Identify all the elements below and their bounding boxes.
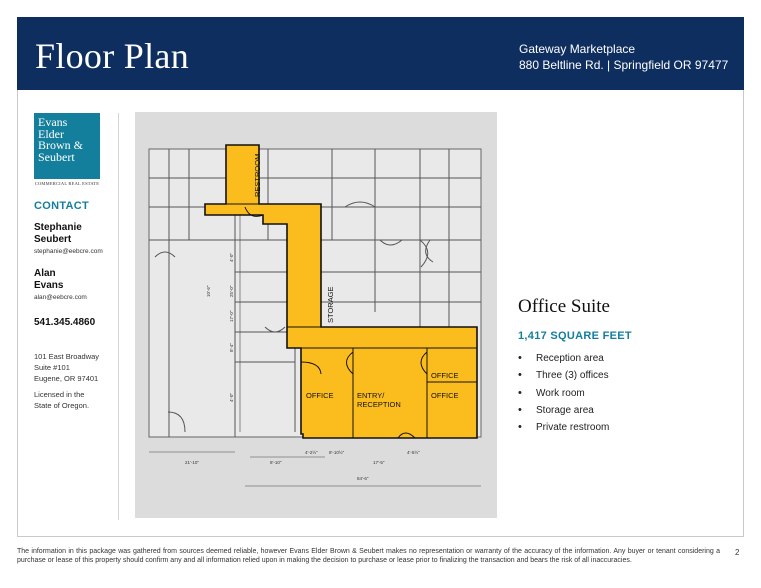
room-label-office-left: OFFICE (306, 391, 334, 400)
agent-email-link[interactable]: stephanie@eebcre.com (34, 248, 103, 255)
agent-first-name: Alan (34, 268, 56, 279)
header-banner (17, 17, 744, 90)
office-address (34, 351, 99, 384)
logo-tagline: COMMERCIAL REAL ESTATE (34, 181, 100, 186)
agent-email-link[interactable]: alan@eebcre.com (34, 294, 87, 301)
feature-item: • Work room (518, 385, 609, 402)
feature-list (518, 350, 609, 436)
license-line: Licensed in the (34, 390, 85, 399)
address-line: 101 East Broadway (34, 352, 100, 361)
phone-number[interactable]: 541.345.4860 (34, 317, 96, 328)
dimension-label: 25'-0" (229, 285, 234, 297)
agent-last-name: Seubert (34, 234, 72, 245)
room-label-entry: ENTRY/ (357, 391, 385, 400)
floor-plan (135, 112, 497, 518)
contact-heading: CONTACT (34, 200, 90, 212)
dimension-label: 84'-6" (357, 476, 369, 481)
address-line: Suite #101 (34, 363, 70, 372)
dimension-label: 8'-4" (229, 343, 234, 352)
room-label-office-top-right: OFFICE (431, 371, 459, 380)
dimension-label: 4'-0" (229, 253, 234, 262)
property-name: Gateway Marketplace (519, 42, 636, 56)
room-label-storage: STORAGE (326, 286, 335, 323)
agent-first-name: Stephanie (34, 222, 82, 233)
logo-line: Elder (38, 126, 64, 141)
feature-item: • Three (3) offices (518, 367, 609, 384)
company-logo (34, 113, 100, 179)
logo-line: Seubert (38, 149, 75, 164)
feature-item: • Storage area (518, 402, 609, 419)
dimension-label: 8'-10½" (329, 450, 345, 455)
logo-line: Brown & (38, 138, 83, 152)
license-note (34, 389, 114, 411)
dimension-label: 4'-0" (229, 393, 234, 402)
floor-plan-drawing (135, 112, 497, 518)
sidebar-divider (118, 113, 119, 520)
property-address: 880 Beltline Rd. | Springfield OR 97477 (519, 58, 729, 72)
dimension-label: 10'-6" (206, 285, 211, 297)
agent-name (34, 222, 114, 246)
dimension-label: 8'-10" (270, 460, 282, 465)
dimension-label: 21'-10" (185, 460, 199, 465)
license-line: State of Oregon. (34, 401, 90, 410)
agent-name (34, 268, 114, 292)
room-label-reception: RECEPTION (357, 400, 401, 409)
property-info (519, 41, 728, 73)
room-label-restroom: RESTROOM (253, 153, 262, 197)
page-title: Floor Plan (35, 36, 190, 76)
dimension-label: 17'-0" (229, 310, 234, 322)
feature-item: • Private restroom (518, 419, 609, 436)
dimension-label: 17'-5" (373, 460, 385, 465)
page-number: 2 (735, 548, 740, 557)
suite-title: Office Suite (518, 296, 610, 317)
square-footage: 1,417 SQUARE FEET (518, 330, 632, 342)
address-line: Eugene, OR 97401 (34, 374, 99, 383)
dimension-label: 4'-2½" (305, 450, 318, 455)
feature-item: • Reception area (518, 350, 609, 367)
disclaimer: The information in this package was gathered from sources deemed reliable, however Evans Elder Brown & Seubert makes no representation or warranty of the accuracy of the information. Any buyer or tenant considering a purchase or lease of this property should confirm any and all information relied upon in making the decision to purchase or lease prior to finalizing the transaction and bears the risk of all inaccuracies. (17, 548, 720, 564)
logo-line: Evans (38, 115, 68, 129)
dimension-label: 4'-5½" (407, 450, 420, 455)
room-label-office-bottom-right: OFFICE (431, 391, 459, 400)
agent-last-name: Evans (34, 280, 64, 291)
